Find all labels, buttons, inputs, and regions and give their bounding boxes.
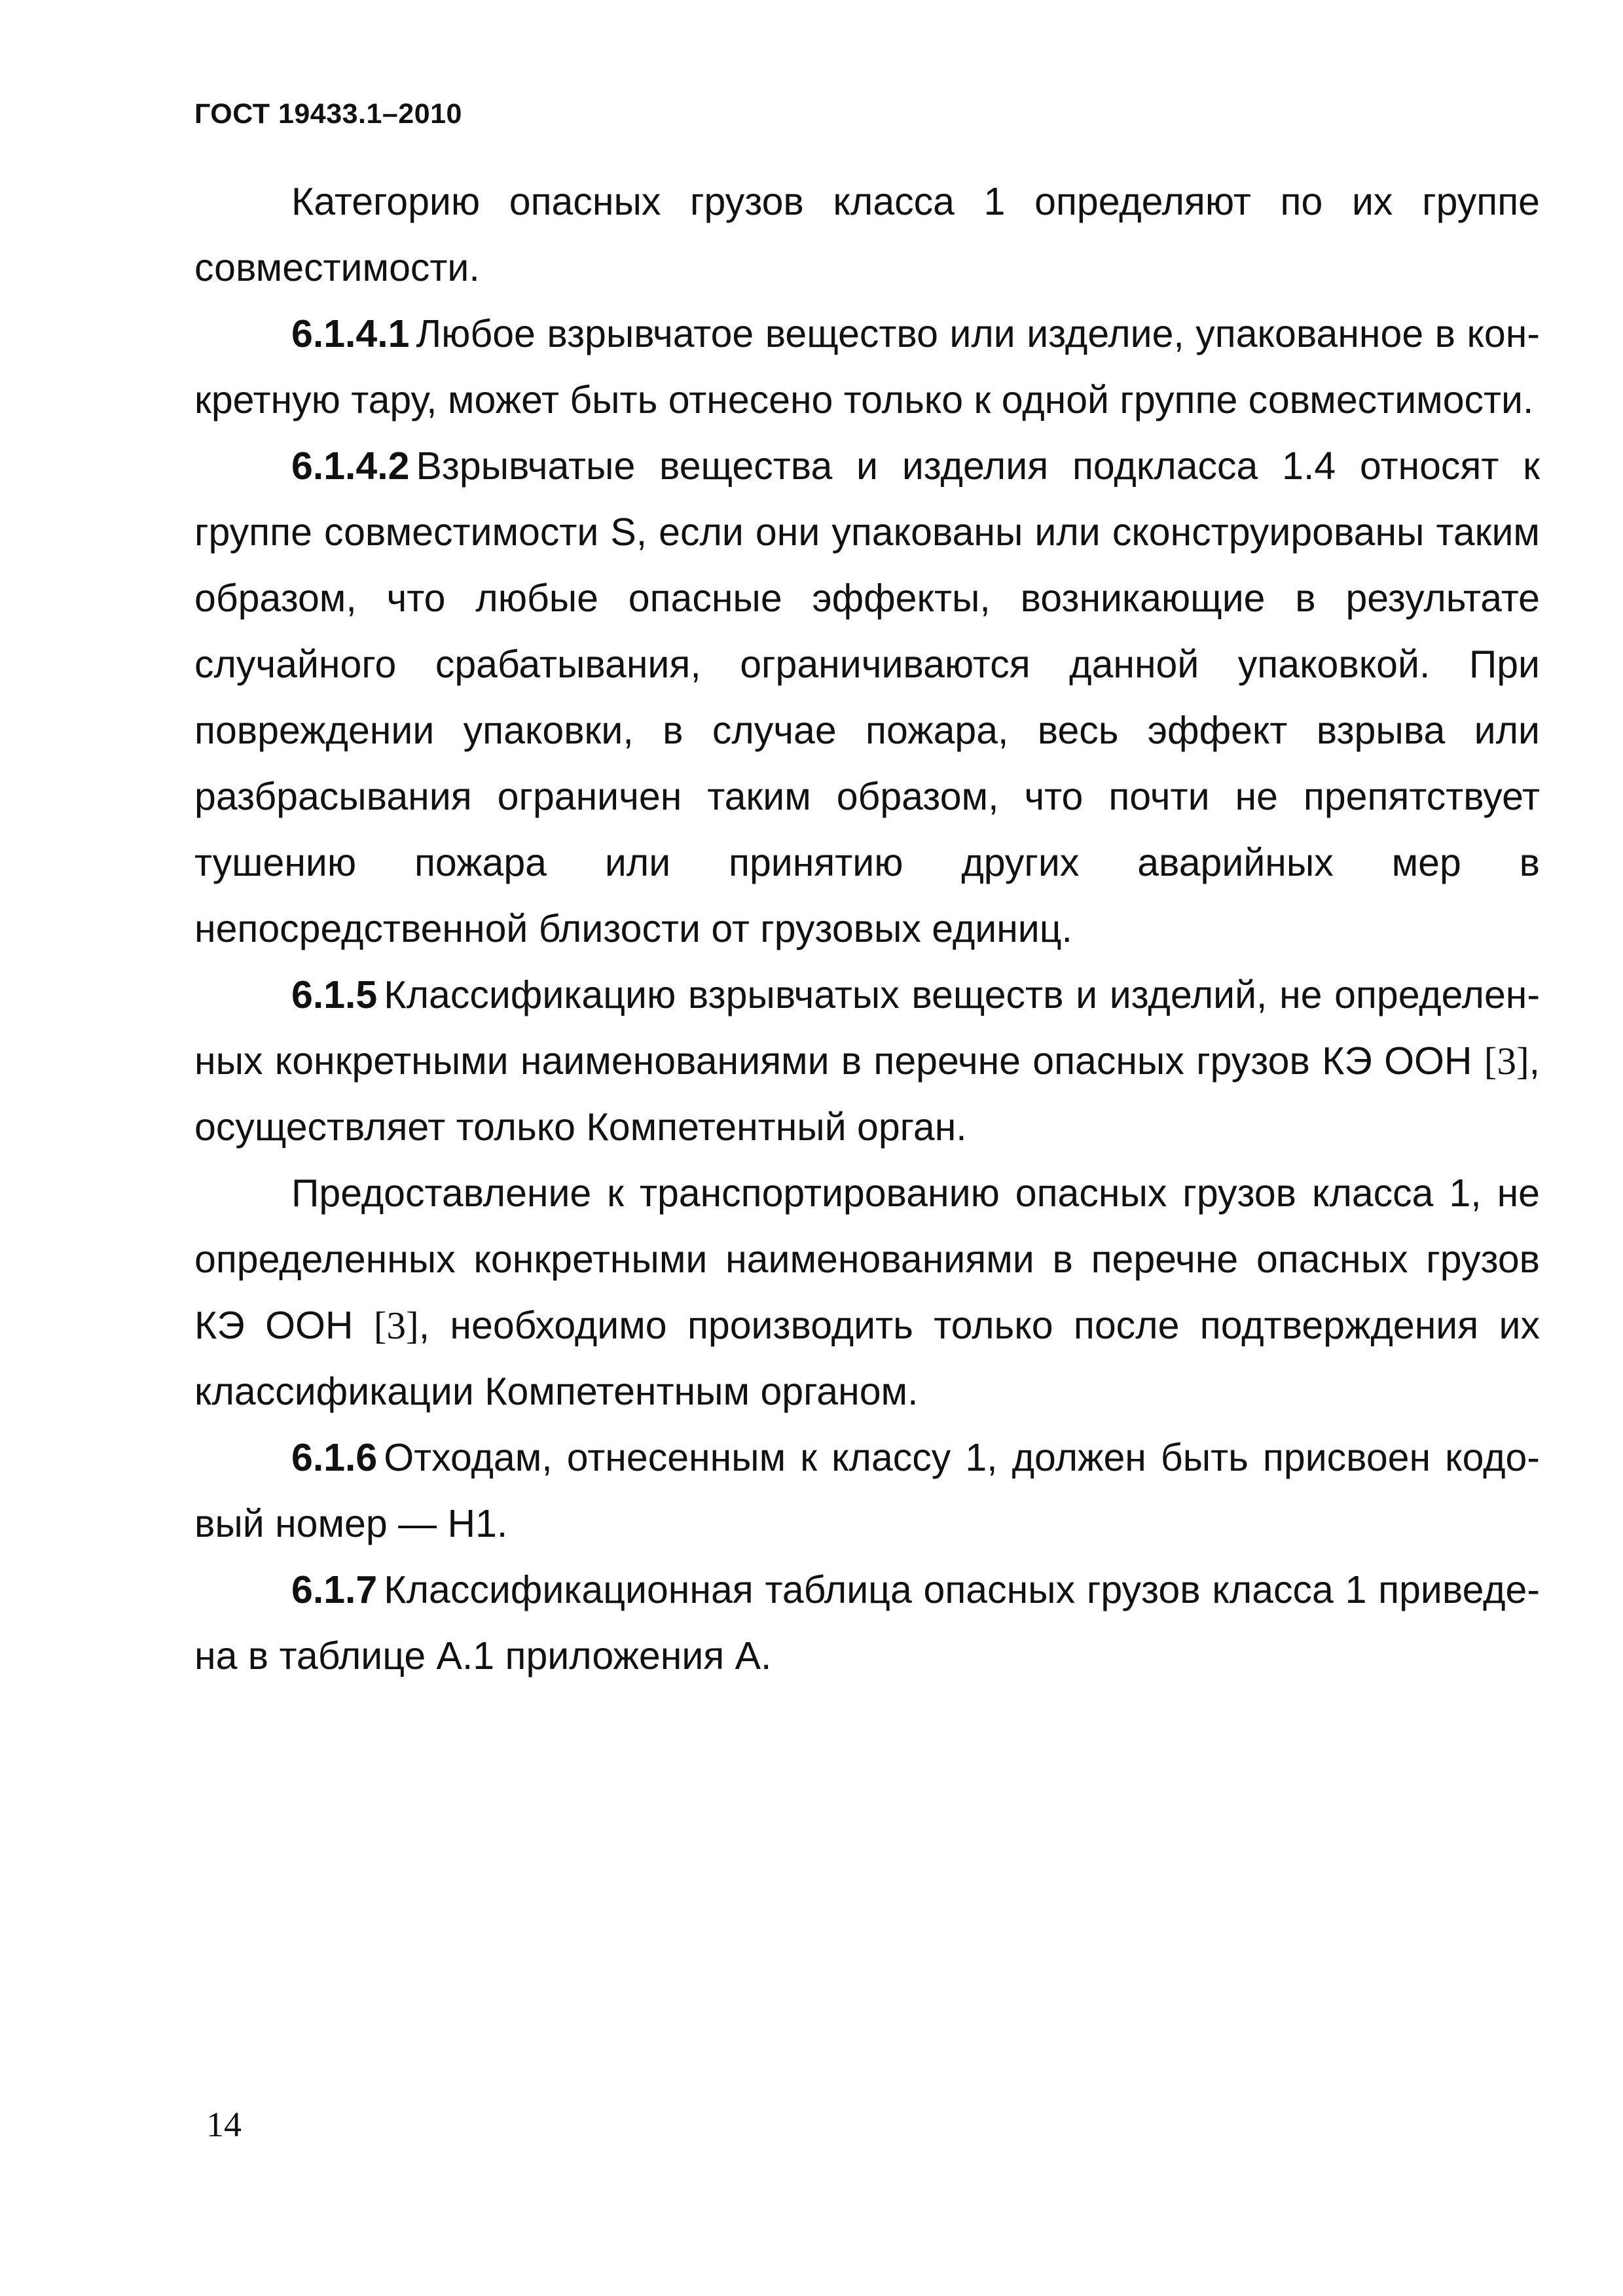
reference-link[interactable]: [3] <box>373 1304 419 1347</box>
paragraph-compatibility-category <box>194 169 1540 301</box>
paragraph-6-1-4-1 <box>194 301 1540 433</box>
paragraph-6-1-7 <box>194 1557 1540 1689</box>
paragraph-6-1-6 <box>194 1425 1540 1557</box>
paragraph-text: Категорию опасных грузов класса 1 определяют по их группе совместимости. <box>194 180 1540 289</box>
section-number: 6.1.4.1 <box>291 312 410 355</box>
paragraph-transport-submission <box>194 1160 1540 1425</box>
paragraph-6-1-4-2 <box>194 433 1540 962</box>
paragraph-text: Отходам, отнесенным к классу 1, должен быть присвоен кодовый номер — Н1. <box>194 1436 1540 1545</box>
paragraph-6-1-5 <box>194 962 1540 1160</box>
paragraph-text: Предоставление к транспортированию опасных грузов класса 1, не определенных конкретными наименованиями в перечне опасных грузов КЭ ООН <box>194 1172 1540 1347</box>
page-number: 14 <box>206 2105 242 2144</box>
paragraph-text: , осуществляет только Компетентный орган. <box>194 1039 1540 1149</box>
section-number: 6.1.5 <box>291 973 378 1016</box>
section-number: 6.1.7 <box>291 1568 378 1611</box>
section-number: 6.1.6 <box>291 1436 378 1479</box>
paragraph-text: Классификационная таблица опасных грузов класса 1 приведена в таблице А.1 приложения А. <box>194 1568 1540 1677</box>
paragraph-text: , необходимо производить только после подтверждения их классификации Компетентным органом. <box>194 1304 1541 1413</box>
reference-link[interactable]: [3] <box>1484 1039 1529 1083</box>
paragraph-text: Классификацию взрывчатых веществ и изделий, не определенных конкретными наименованиями в перечне опасных грузов КЭ ООН <box>194 973 1540 1083</box>
document-header: ГОСТ 19433.1–2010 <box>194 98 462 130</box>
section-number: 6.1.4.2 <box>291 444 410 488</box>
document-body <box>194 169 1540 1689</box>
paragraph-text: Любое взрывчатое вещество или изделие, упакованное в конкретную тару, может быть отнесено только к одной группе совместимости. <box>194 312 1540 422</box>
paragraph-text: Взрывчатые вещества и изделия подкласса 1.4 относят к группе совместимости S, если они упакованы или сконструированы таким образом, что любые опасные эффекты, возникающие в результате случайного срабатывания, ограничиваются данной упаковкой. При повреждении упаковки, в случае пожара, весь эффект взрыва или разбрасывания ограничен таким образом, что почти не препятствует тушению пожара или принятию других аварийных мер в непосредственной близости от грузовых единиц. <box>194 444 1540 950</box>
